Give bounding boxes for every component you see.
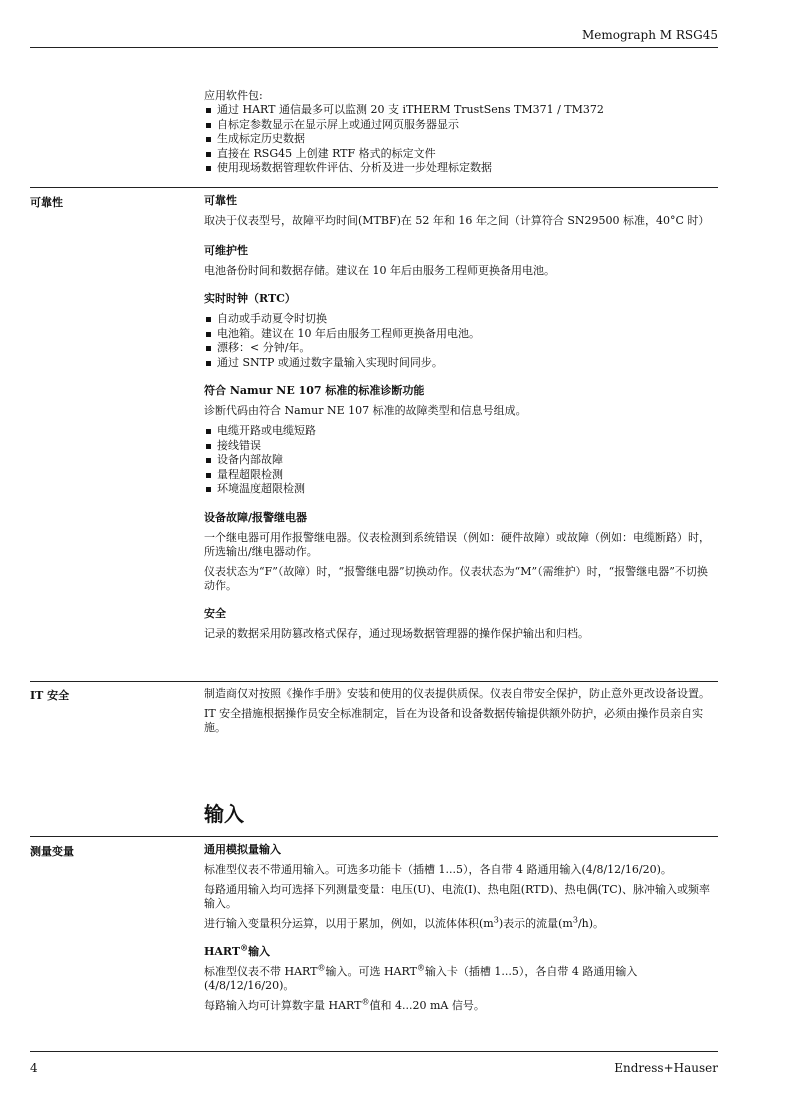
analog-input-text-3 — [204, 917, 718, 931]
text-fragment: /h)。 — [577, 917, 605, 930]
document-header-title: Memograph M RSG45 — [581, 28, 718, 42]
hart-input-text-1 — [204, 965, 718, 993]
security-text: 记录的数据采用防篡改格式保存，通过现场数据管理器的操作保护输出和归档。 — [204, 626, 589, 640]
section-rule-reliability — [30, 187, 718, 188]
namur-text: 诊断代码由符合 Namur NE 107 标准的故障类型和信息号组成。 — [204, 404, 527, 417]
superscript: ® — [240, 942, 249, 953]
rtc-list — [204, 312, 718, 370]
text-fragment: 进行输入变量积分运算，以用于累加，例如，以流体体积(m — [204, 917, 494, 930]
mtbf-text: 取决于仪表型号，故障平均时间(MTBF)在 52 年和 16 年之间（计算符合 SN29500 标准，40°C 时） — [204, 214, 710, 227]
it-security-text-1: 制造商仅对按照《操作手册》安装和使用的仪表提供质保。仪表自带安全保护，防止意外更改设备设置。 — [204, 687, 710, 700]
list-item: 漂移：< 分钟/年。 — [204, 341, 718, 356]
brand-name: Endress+Hauser — [614, 1061, 718, 1075]
footer-rule — [30, 1051, 718, 1052]
heading-hart-input — [204, 942, 718, 959]
list-item: 量程超限检测 — [204, 468, 718, 483]
reliability-block — [204, 194, 718, 647]
superscript: ® — [317, 963, 326, 973]
measured-block — [204, 843, 718, 1019]
heading-alarm-relay: 设备故障/报警继电器 — [204, 510, 308, 524]
text-fragment: 每路输入均可计算数字量 HART — [204, 999, 362, 1012]
text-fragment: HART — [204, 945, 241, 958]
alarm-relay-text-1: 一个继电器可用作报警继电器。仪表检测到系统错误（例如：硬件故障）或故障（例如：电缆断路）时，所选输出/继电器动作。 — [204, 530, 710, 558]
intro-block — [204, 89, 718, 176]
it-security-text-2: IT 安全措施根据操作员安全标准制定，旨在为设备和设备数据传输提供额外防护，必须由操作员亲自实施。 — [204, 707, 704, 734]
maintainability-text: 电池备份时间和数据存储。建议在 10 年后由服务工程师更换备用电池。 — [204, 264, 555, 277]
section-label-reliability: 可靠性 — [30, 196, 63, 209]
it-security-block — [204, 687, 718, 741]
heading-security: 安全 — [204, 606, 226, 620]
text-fragment: (4/8/12/16/20)。 — [204, 979, 295, 992]
list-item: 通过 SNTP 或通过数字量输入实现时间同步。 — [204, 356, 718, 371]
text-fragment: 值和 4...20 mA 信号。 — [369, 999, 485, 1012]
superscript: ® — [361, 997, 370, 1007]
heading-analog-input: 通用模拟量输入 — [204, 843, 281, 856]
list-item: 直接在 RSG45 上创建 RTF 格式的标定文件 — [204, 147, 718, 162]
list-item: 电池箱。建议在 10 年后由服务工程师更换备用电池。 — [204, 327, 718, 342]
header-rule — [30, 47, 718, 48]
section-label-it-security: IT 安全 — [30, 689, 70, 702]
text-fragment: 输入。可选 HART — [325, 965, 417, 978]
superscript: ® — [416, 963, 425, 973]
analog-input-text-2: 每路通用输入均可选择下列测量变量：电压(U)、电流(I)、热电阻(RTD)、热电偶(TC)、脉冲输入或频率输入。 — [204, 883, 710, 910]
intro-list — [204, 103, 718, 176]
text-fragment: 标准型仪表不带 HART — [204, 965, 318, 978]
section-rule-it-security — [30, 681, 718, 682]
text-fragment: 输入卡（插槽 1...5），各自带 4 路通用输入 — [424, 965, 638, 978]
intro-lead: 应用软件包: — [204, 89, 263, 102]
superscript: 3 — [493, 915, 499, 925]
list-item: 自动或手动夏令时切换 — [204, 312, 718, 327]
diagnostics-list — [204, 424, 718, 497]
heading-reliability: 可靠性 — [204, 194, 237, 207]
list-item: 使用现场数据管理软件评估、分析及进一步处理标定数据 — [204, 161, 718, 176]
list-item: 通过 HART 通信最多可以监测 20 支 iTHERM TrustSens TM371 / TM372 — [204, 103, 718, 118]
heading-namur: 符合 Namur NE 107 标准的标准诊断功能 — [204, 384, 425, 397]
analog-input-text-1: 标准型仪表不带通用输入。可选多功能卡（插槽 1...5），各自带 4 路通用输入(4/8/12/16/20)。 — [204, 863, 672, 876]
page-number: 4 — [30, 1061, 38, 1075]
list-item: 接线错误 — [204, 439, 718, 454]
text-fragment: 输入 — [248, 945, 271, 958]
section-label-measured: 测量变量 — [30, 845, 74, 858]
section-rule-input — [30, 836, 718, 837]
heading-maintainability: 可维护性 — [204, 244, 248, 257]
list-item: 电缆开路或电缆短路 — [204, 424, 718, 439]
text-fragment: )表示的流量(m — [498, 917, 573, 930]
list-item: 设备内部故障 — [204, 453, 718, 468]
alarm-relay-text-2: 仪表状态为“F”（故障）时，“报警继电器”切换动作。仪表状态为“M”（需维护）时，“报警继电器”不切换动作。 — [204, 564, 708, 592]
hart-input-text-2 — [204, 999, 718, 1013]
heading-rtc: 实时时钟（RTC） — [204, 292, 296, 305]
list-item: 自标定参数显示在显示屏上或通过网页服务器显示 — [204, 118, 718, 133]
superscript: 3 — [572, 915, 578, 925]
section-title-input: 输入 — [204, 802, 244, 826]
list-item: 环境温度超限检测 — [204, 482, 718, 497]
list-item: 生成标定历史数据 — [204, 132, 718, 147]
